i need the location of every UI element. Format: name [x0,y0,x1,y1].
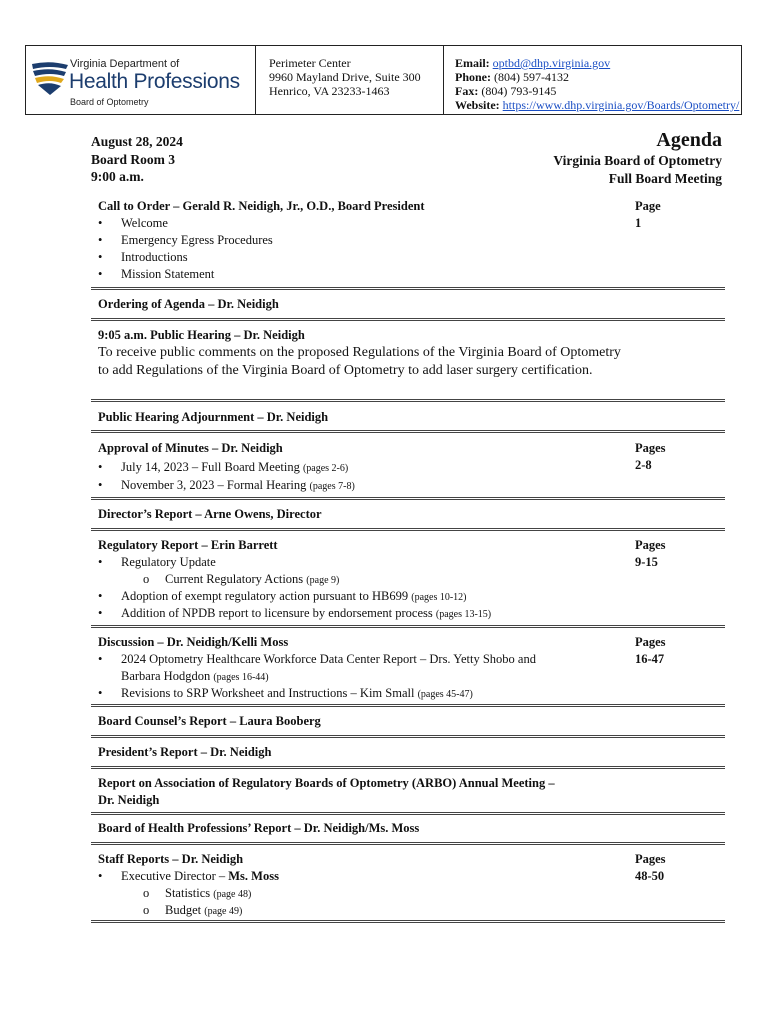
address-line: 9960 Mayland Drive, Suite 300 [269,70,421,84]
virginia-flag-icon [30,60,70,96]
meeting-room: Board Room 3 [91,151,175,167]
section-title: Ordering of Agenda – Dr. Neidigh [98,297,279,311]
page-label: Pages [635,441,666,455]
page-numbers: 48-50 [635,869,665,883]
section-divider [91,497,725,500]
phone-number: (804) 597-4132 [494,70,569,84]
list-item: • November 3, 2023 – Formal Hearing (pages 7-8) [98,478,355,492]
list-item: • Revisions to SRP Worksheet and Instructions – Kim Small (pages 45-47) [98,686,473,700]
letterhead [25,45,742,115]
list-item: • Welcome [98,216,168,230]
website-link[interactable]: https://www.dhp.virginia.gov/Boards/Optometry/ [502,98,740,112]
section-title: Public Hearing Adjournment – Dr. Neidigh [98,410,329,424]
section-title: Board Counsel’s Report – Laura Booberg [98,714,321,728]
sub-list-item: o Statistics (page 48) [143,886,252,900]
list-item: • Emergency Egress Procedures [98,233,273,247]
logo-line-1: Virginia Department of [70,58,180,70]
page-label: Page [635,199,661,213]
list-item: • Addition of NPDB report to licensure by endorsement process (pages 13-15) [98,606,492,620]
section-divider [91,766,725,769]
email-link[interactable]: optbd@dhp.virginia.gov [492,56,611,70]
list-item: • Executive Director – Ms. Moss [98,869,279,883]
website-label: Website: [455,98,500,112]
phone-label: Phone: [455,70,491,84]
address-line: Henrico, VA 23233-1463 [269,84,390,98]
list-item: • Introductions [98,250,188,264]
address-block [256,46,444,114]
section-title-continuation: Dr. Neidigh [98,793,160,807]
section-divider [91,318,725,321]
vdhp-logo [26,46,256,114]
list-item: • Adoption of exempt regulatory action pursuant to HB699 (pages 10-12) [98,589,467,603]
list-item: • July 14, 2023 – Full Board Meeting (pages 2-6) [98,460,349,474]
logo-line-3: Board of Optometry [70,97,149,107]
section-title: Discussion – Dr. Neidigh/Kelli Moss [98,635,289,649]
meeting-date: August 28, 2024 [91,134,183,149]
section-title: Board of Health Professions’ Report – Dr. Neidigh/Ms. Moss [98,821,420,835]
logo-line-2: Health Professions [69,70,240,93]
section-divider [91,399,725,402]
list-item: • 2024 Optometry Healthcare Workforce Data Center Report – Drs. Yetty Shobo and [98,652,536,666]
fax-label: Fax: [455,84,479,98]
sub-list-item: o Current Regulatory Actions (page 9) [143,572,340,586]
section-title: Director’s Report – Arne Owens, Director [98,507,322,521]
sub-list-item: o Budget (page 49) [143,903,243,917]
page-label: Pages [635,538,666,552]
meeting-details [91,133,183,186]
section-divider [91,735,725,738]
contact-block [444,46,741,114]
section-divider [91,920,725,923]
list-item-continuation: Barbara Hodgdon (pages 16-44) [121,669,269,683]
board-name: Virginia Board of Optometry [553,153,722,168]
section-title: Staff Reports – Dr. Neidigh [98,852,244,866]
section-divider [91,528,725,531]
section-divider [91,287,725,290]
meeting-type: Full Board Meeting [608,170,722,186]
fax-number: (804) 793-9145 [481,84,557,98]
agenda-heading-block [553,128,722,187]
section-divider [91,704,725,707]
page-numbers: 2-8 [635,458,652,472]
section-title: Report on Association of Regulatory Boards of Optometry (ARBO) Annual Meeting – [98,776,555,790]
agenda-title: Agenda [656,129,722,151]
page-label: Pages [635,852,666,866]
section-divider [91,842,725,845]
list-item: • Mission Statement [98,267,215,281]
address-line: Perimeter Center [269,56,351,70]
meeting-time: 9:00 a.m. [91,169,144,184]
page-label: Pages [635,635,666,649]
hearing-description: To receive public comments on the proposed Regulations of the Virginia Board of Optometry to add Regulations of the Virginia Board of Optometry to add laser surgery certification. [98,345,621,378]
list-item: • Regulatory Update [98,555,216,569]
section-divider [91,625,725,628]
page-numbers: 9-15 [635,555,658,569]
email-label: Email: [455,56,490,70]
section-title: 9:05 a.m. Public Hearing – Dr. Neidigh [98,328,305,342]
page-numbers: 1 [635,216,642,230]
section-divider [91,812,725,815]
section-title: Approval of Minutes – Dr. Neidigh [98,441,283,455]
section-title: Call to Order – Gerald R. Neidigh, Jr., O.D., Board President [98,199,425,213]
page-numbers: 16-47 [635,652,665,666]
section-title: President’s Report – Dr. Neidigh [98,745,272,759]
section-title: Regulatory Report – Erin Barrett [98,538,278,552]
section-divider [91,430,725,433]
